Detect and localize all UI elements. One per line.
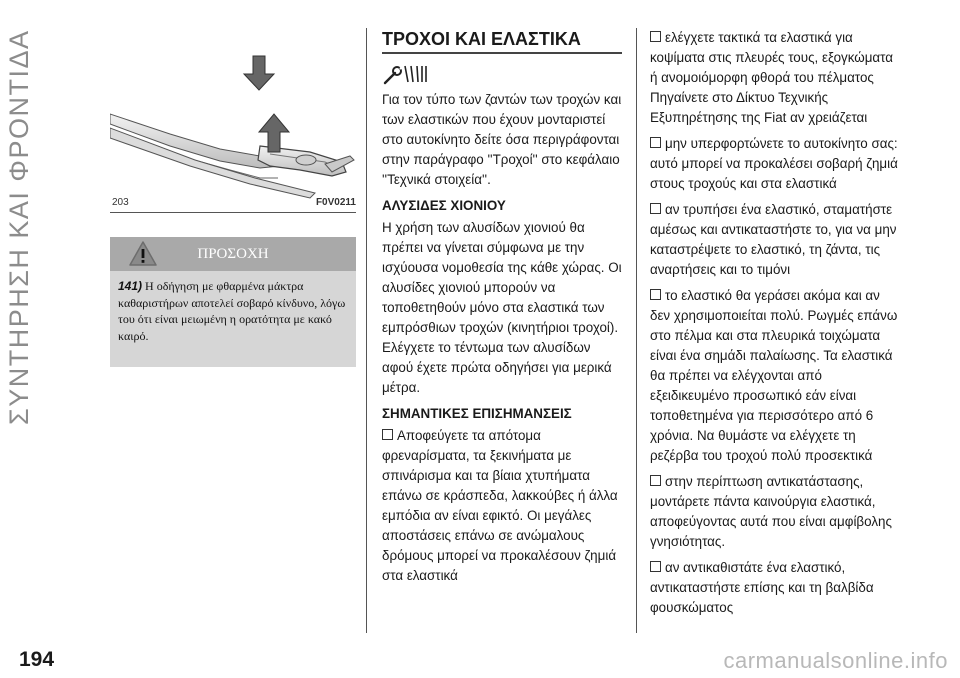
warning-triangle-icon bbox=[128, 240, 158, 268]
chapter-sidebar-title: ΣΥΝΤΗΡΗΣΗ ΚΑΙ ΦΡΟΝΤΙΔΑ bbox=[4, 30, 34, 426]
figure-number: 203 bbox=[112, 197, 129, 208]
checklist-item: αν αντικαθιστάτε ένα ελαστικό, αντικαταστήστε επίσης και τη βαλβίδα φουσκώματος bbox=[650, 560, 874, 615]
figure-rule bbox=[110, 212, 356, 213]
checkbox-bullet-icon bbox=[650, 475, 661, 486]
service-icons bbox=[382, 62, 622, 90]
column-divider-2 bbox=[636, 28, 637, 633]
figure-code: F0V0211 bbox=[315, 197, 356, 208]
checklist-item: αν τρυπήσει ένα ελαστικό, σταματήστε αμέσως και αντικαταστήστε το, για να μην καταστρέψετε το ελαστικό, τη ζάντα, τις αναρτήσεις και το τιμόνι bbox=[650, 202, 897, 277]
checklist-column bbox=[650, 28, 898, 624]
figure-caption bbox=[112, 197, 356, 208]
wiper-blade-figure bbox=[110, 28, 356, 204]
checklist-item: το ελαστικό θα γεράσει ακόμα και αν δεν χρησιμοποιείται πολύ. Ρωγμές επάνω στο πέλμα και στα πλευρικά τοιχώματα είναι ένα σημάδι παλαίωσης. Τα ελαστικά θα πρέπει να ελέγχονται από εξειδικευμένο προσωπικό εάν είναι τοποθετημένα για περισσότερο από 6 χρόνια. Να θυμάστε να ελέγχετε τη ρεζέρβα του τροχού πολύ προσεκτικά bbox=[650, 288, 898, 463]
snow-chains-heading: ΑΛΥΣΙΔΕΣ ΧΙΟΝΙΟΥ bbox=[382, 198, 506, 213]
checkbox-bullet-icon bbox=[650, 137, 661, 148]
watermark: carmanualsonline.info bbox=[723, 648, 948, 673]
arrow-down-icon bbox=[244, 56, 274, 90]
note-item: Αποφεύγετε τα απότομα φρεναρίσματα, τα ξεκινήματα με σπινάρισμα και τα βίαια χτυπήματα επάνω σε κράσπεδα, λακκούβες ή άλλα εμπόδια αν είναι εφικτό. Οι μεγάλες αποστάσεις επάνω σε ανώμαλους δρόμους μπορεί να προκαλέσουν ζημιά στα ελαστικά bbox=[382, 428, 618, 583]
warning-text: Η οδήγηση με φθαρμένα μάκτρα καθαριστήρων αποτελεί σοβαρό κίνδυνο, λόγω του ότι είναι μειωμένη η ορατότητα με κακό καιρό. bbox=[118, 279, 346, 343]
title-rule bbox=[382, 52, 622, 54]
checkbox-bullet-icon bbox=[650, 203, 661, 214]
section-title: ΤΡΟΧΟΙ ΚΑΙ ΕΛΑΣΤΙΚΑ bbox=[382, 29, 581, 49]
wheels-column bbox=[382, 28, 622, 592]
warning-ref: 141) bbox=[118, 279, 143, 293]
warning-header bbox=[110, 237, 356, 271]
warning-box bbox=[110, 237, 356, 367]
page-number: 194 bbox=[19, 648, 55, 671]
checkbox-bullet-icon bbox=[650, 561, 661, 572]
column-divider-1 bbox=[366, 28, 367, 633]
checklist-item: μην υπερφορτώνετε το αυτοκίνητο σας: αυτό μπορεί να προκαλέσει σοβαρή ζημιά στους τροχούς και στα ελαστικά bbox=[650, 136, 898, 191]
checklist-item: ελέγχετε τακτικά τα ελαστικά για κοψίματα στις πλευρές τους, εξογκώματα ή ανομοιόμορφη φθορά του πέλματος Πηγαίνετε στο Δίκτυο Τεχνικής Εξυπηρέτησης της Fiat αν χρειάζεται bbox=[650, 30, 894, 125]
warning-heading: ΠΡΟΣΟΧΗ bbox=[197, 246, 269, 262]
warning-text-block bbox=[110, 271, 356, 344]
important-notes-heading: ΣΗΜΑΝΤΙΚΕΣ ΕΠΙΣΗΜΑΝΣΕΙΣ bbox=[382, 406, 572, 421]
snow-chains-text: Η χρήση των αλυσίδων χιονιού θα πρέπει να γίνεται σύμφωνα με την ισχύουσα νομοθεσία της κάθε χώρας. Οι αλυσίδες χιονιού μπορούν να τοποθετηθούν μόνο στα ελαστικά των εμπρόσθιων τροχών (κινητήριοι τροχοί). Ελέγχετε το τέντωμα των αλυσίδων αφού έχετε πρώτα οδηγήσει για μερικά μέτρα. bbox=[382, 220, 622, 395]
wrench-icon bbox=[382, 62, 430, 88]
checkbox-bullet-icon bbox=[650, 289, 661, 300]
checkbox-bullet-icon bbox=[382, 429, 393, 440]
wheels-intro: Για τον τύπο των ζαντών των τροχών και των ελαστικών που έχουν μονταριστεί στο αυτοκίνητο δείτε όσα περιγράφονται στην παράγραφο ''Τροχοί'' στο κεφάλαιο ''Τεχνικά στοιχεία''. bbox=[382, 92, 622, 187]
checklist-item: στην περίπτωση αντικατάστασης, μοντάρετε πάντα καινούργια ελαστικά, αποφεύγοντας αυτά που είναι αμφίβολης γνησιότητας. bbox=[650, 474, 892, 549]
checkbox-bullet-icon bbox=[650, 31, 661, 42]
